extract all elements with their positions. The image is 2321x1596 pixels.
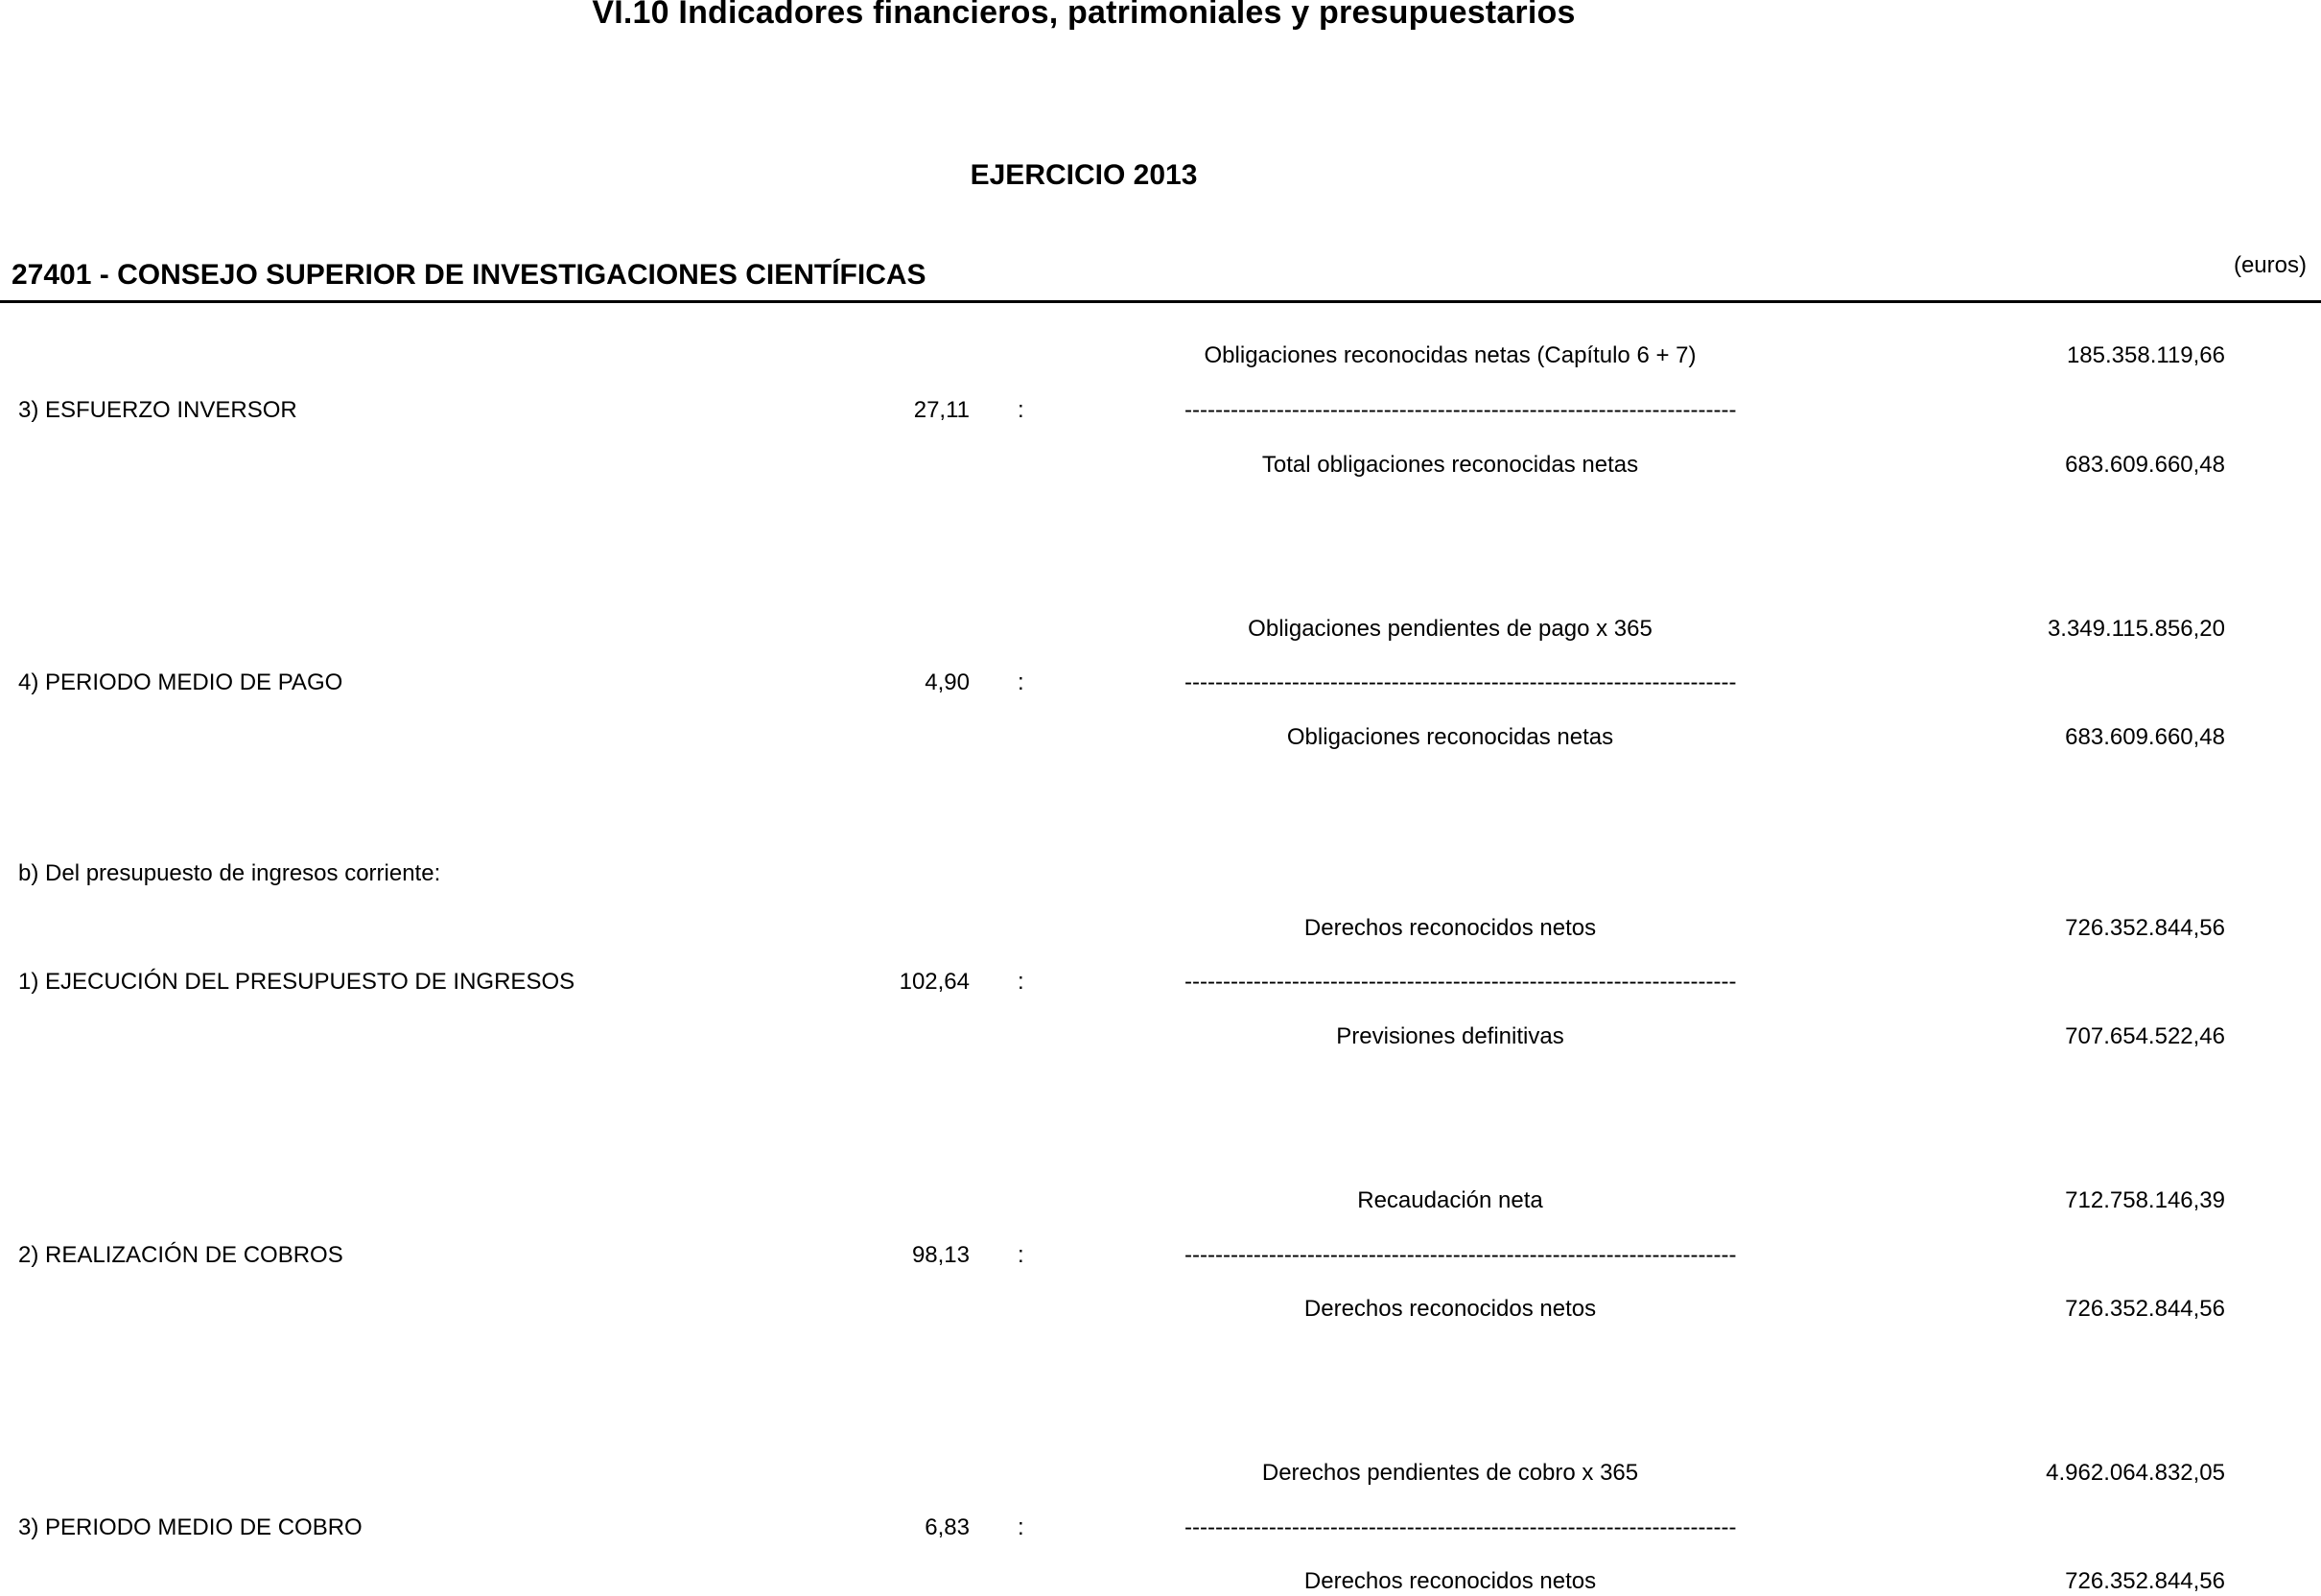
denominator-value: 726.352.844,56 xyxy=(2065,1568,2225,1594)
denominator-label: Derechos reconocidos netos xyxy=(1303,1568,1597,1594)
indicator-value: 27,11 xyxy=(913,397,970,423)
indicator-value: 102,64 xyxy=(899,969,970,995)
entity-title: 27401 - CONSEJO SUPERIOR DE INVESTIGACIONES CIENTÍFICAS xyxy=(12,259,926,291)
fraction-line: ------------------------------------------------------------------------ xyxy=(1184,397,1737,423)
denominator-value: 683.609.660,48 xyxy=(2065,452,2225,478)
denominator-label: Derechos reconocidos netos xyxy=(1303,1296,1597,1322)
numerator-value: 4.962.064.832,05 xyxy=(2046,1460,2225,1486)
numerator-label: Recaudación neta xyxy=(1357,1187,1543,1213)
header-divider xyxy=(0,300,2321,303)
indicator-value: 98,13 xyxy=(911,1242,970,1268)
fraction-line: ------------------------------------------------------------------------ xyxy=(1184,1242,1737,1268)
colon-separator: : xyxy=(1018,397,1024,423)
indicator-value: 4,90 xyxy=(925,669,970,695)
indicator-name: 4) PERIODO MEDIO DE PAGO xyxy=(18,669,343,695)
numerator-label: Obligaciones pendientes de pago x 365 xyxy=(1248,616,1653,642)
denominator-value: 683.609.660,48 xyxy=(2065,724,2225,750)
denominator-label: Obligaciones reconocidas netas xyxy=(1286,724,1614,750)
numerator-value: 726.352.844,56 xyxy=(2065,915,2225,941)
numerator-label: Derechos pendientes de cobro x 365 xyxy=(1261,1460,1639,1486)
fraction-line: ------------------------------------------------------------------------ xyxy=(1184,1514,1737,1540)
numerator-label: Derechos reconocidos netos xyxy=(1303,915,1597,941)
denominator-label: Previsiones definitivas xyxy=(1336,1023,1564,1049)
numerator-value: 712.758.146,39 xyxy=(2065,1187,2225,1213)
denominator-value: 707.654.522,46 xyxy=(2065,1023,2225,1049)
fiscal-year-title: EJERCICIO 2013 xyxy=(970,159,1198,191)
section-label-ingresos: b) Del presupuesto de ingresos corriente: xyxy=(18,860,441,886)
denominator-value: 726.352.844,56 xyxy=(2065,1296,2225,1322)
indicator-name: 1) EJECUCIÓN DEL PRESUPUESTO DE INGRESOS xyxy=(18,969,575,995)
colon-separator: : xyxy=(1018,1514,1024,1540)
indicator-name: 2) REALIZACIÓN DE COBROS xyxy=(18,1242,343,1268)
colon-separator: : xyxy=(1018,969,1024,995)
indicator-name: 3) PERIODO MEDIO DE COBRO xyxy=(18,1514,363,1540)
indicator-name: 3) ESFUERZO INVERSOR xyxy=(18,397,297,423)
fraction-line: ------------------------------------------------------------------------ xyxy=(1184,669,1737,695)
colon-separator: : xyxy=(1018,669,1024,695)
denominator-label: Total obligaciones reconocidas netas xyxy=(1261,452,1639,478)
currency-unit-label: (euros) xyxy=(2233,252,2307,278)
numerator-label: Obligaciones reconocidas netas (Capítulo 6 + 7) xyxy=(1204,342,1697,368)
fraction-line: ------------------------------------------------------------------------ xyxy=(1184,969,1737,995)
colon-separator: : xyxy=(1018,1242,1024,1268)
page-title: VI.10 Indicadores financieros, patrimoniales y presupuestarios xyxy=(592,0,1576,31)
indicator-value: 6,83 xyxy=(925,1514,970,1540)
numerator-value: 3.349.115.856,20 xyxy=(2047,616,2225,642)
numerator-value: 185.358.119,66 xyxy=(2066,342,2225,368)
